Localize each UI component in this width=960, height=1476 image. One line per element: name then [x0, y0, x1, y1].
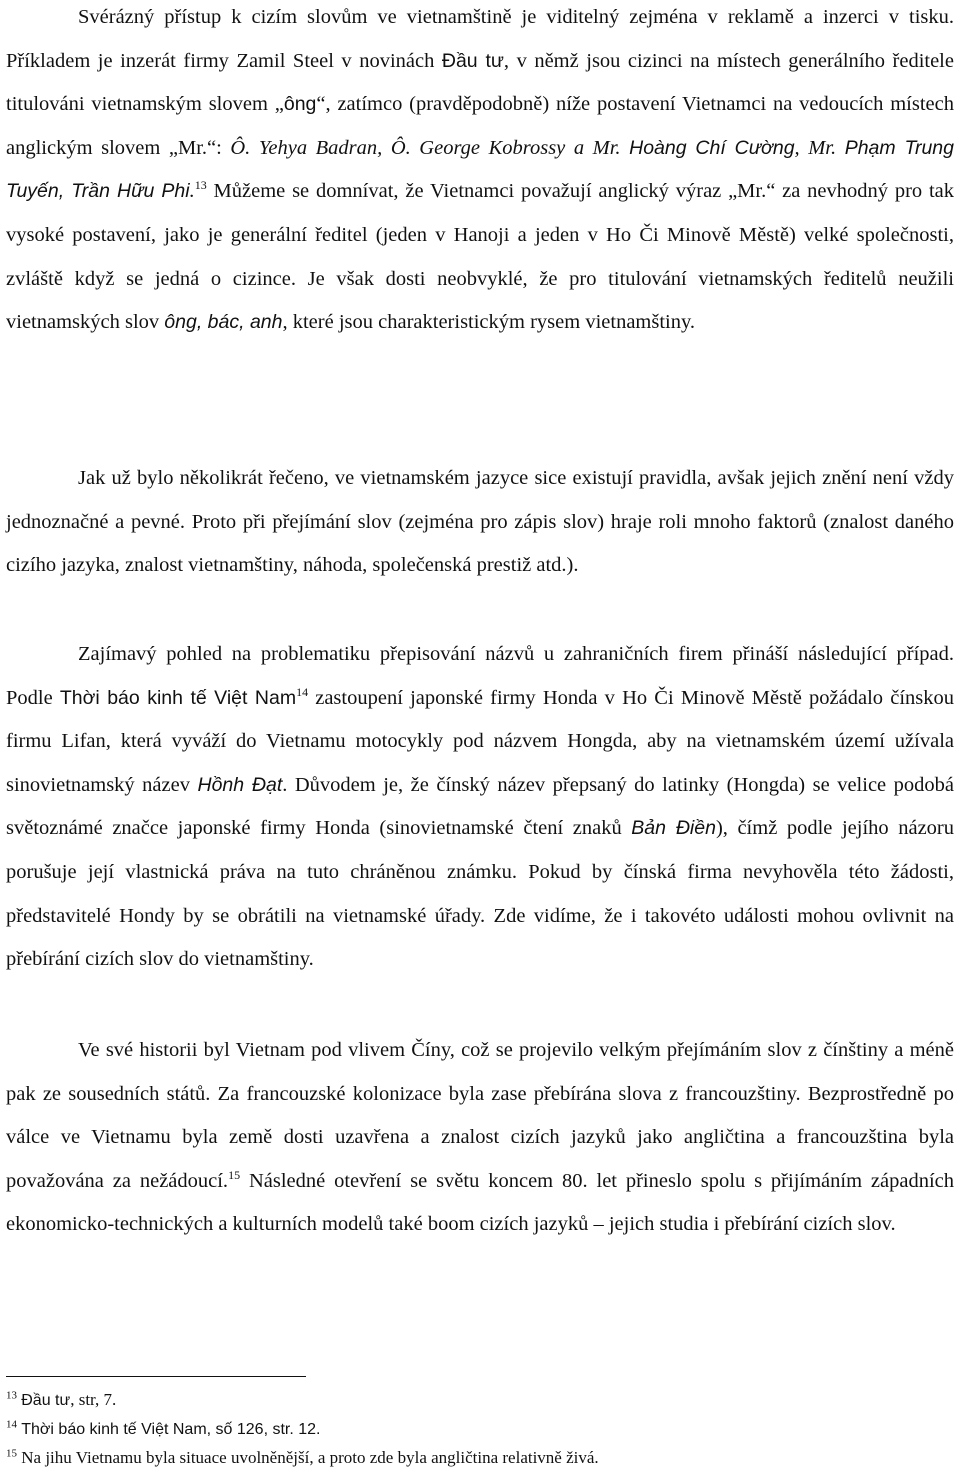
footnote-text: Na jihu Vietnamu byla situace uvolněnější, a proto zde byla angličtina relativně živá. [21, 1448, 599, 1467]
text-run: , které jsou charakteristickým rysem vietnamštiny. [282, 311, 696, 334]
vietnamese-name: Phạm Trung Tuyến, Trần Hữu Phi [6, 136, 954, 203]
vietnamese-name: Bản Điền [631, 817, 716, 840]
text-run: . [189, 180, 195, 203]
text-run: “, zatímco (pravděpodobně) níže postavení Vietnamci na vedoucích místech anglickým slovem „Mr.“: [6, 93, 954, 159]
paragraph-honda [6, 633, 954, 982]
text-run: Následné otevření se světu koncem 80. let přineslo spolu s přijímáním západních ekonomicko-technických a kulturních modelů také boom cizích jazyků – jejich studia i přebírání cizích slov. [6, 1169, 954, 1236]
footnote-13 [6, 1386, 954, 1415]
vietnamese-name: Hoàng Chí Cường [629, 136, 795, 159]
footnote-number: 13 [6, 1389, 17, 1402]
newspaper-name: Đầu tư [441, 49, 504, 72]
text-run: ), čímž podle jejího názoru porušuje její vlastnická práva na tuto chráněnou známku. Pokud by čínská firma nevyhověla této žádosti, představitelé Hondy by se obrátili na vietnamské úřady. Zde vidíme, že i takovéto události mohou ovlivnit na přebírání cizích slov do vietnamštiny. [6, 817, 955, 971]
text-run: Ve své historii byl Vietnam pod vlivem Číny, což se projevilo velkým přejímáním slov z čínštiny a méně pak ze sousedních států. Za francouzské kolonizace byla zase přebírána slova z francouzštiny. Bezprostředně po válce ve Vietnamu byla země dosti uzavřena a znalost cizích jazyků jako angličtina a francouzština byla považována za nežádoucí. [6, 1039, 954, 1192]
paragraph-rules: Jak už bylo několikrát řečeno, ve vietnamském jazyce sice existují pravidla, avšak jejich znění není vždy jednoznačné a pevné. Proto při přejímání slov (zejména pro zápis slov) hraje roli mnoho faktorů (znalost daného cizího jazyka, znalost vietnamštiny, náhoda, společenská prestiž atd.). [6, 467, 954, 577]
paragraph-history [6, 1029, 954, 1247]
text-run: Můžeme se domnívat, že Vietnamci považují anglický výraz „Mr.“ za nevhodný pro tak vysoké postavení, jako je generální ředitel (jeden v Hanoji a jeden v Ho Či Minově Městě) velké společnosti, zvláště když se jedná o cizince. Je však dosti neobvyklé, že pro titulování vietnamských ředitelů neužili vietnamských slov [6, 180, 954, 334]
footnote-15 [6, 1444, 954, 1473]
text-run: , v němž jsou cizinci na místech generálního ředitele titulováni vietnamským slovem „ [6, 49, 954, 116]
footnote-number: 14 [6, 1418, 17, 1431]
text-run: Svérázný přístup k cizím slovům ve vietnamštině je viditelný zejména v reklamě a inzerci v tisku. Příkladem je inzerát firmy Zamil Steel v novinách [6, 6, 954, 72]
footnote-ref[interactable]: 14 [296, 684, 309, 699]
newspaper-name: Thời báo kinh tế Việt Nam [59, 686, 297, 709]
footnote-divider [6, 1376, 306, 1377]
footnote-ref[interactable]: 15 [228, 1167, 241, 1182]
footnote-source: Thời báo kinh tế Việt Nam, số 126, str. 12. [21, 1421, 321, 1438]
footnote-source: Đầu tư [21, 1392, 71, 1409]
footnote-ref[interactable]: 13 [194, 178, 207, 193]
vietnamese-word: ông [283, 93, 317, 116]
text-run: . Důvodem je, že čínský název přepsaný do latinky (Hongda) se velice podobá světoznámé značce japonské firmy Honda (sinovietnamské čtení znaků [6, 773, 954, 840]
text-run: zastoupení japonské firmy Honda v Ho Či Minově Městě požádalo čínskou firmu Lifan, která vyváží do Vietnamu motocykly pod názvem Hongda, aby na vietnamském území užívala sinovietnamský název [6, 686, 954, 796]
paragraph-advertising [6, 0, 954, 345]
footnotes [6, 1386, 954, 1473]
footnote-text: , str, 7. [70, 1390, 117, 1409]
footnote-14 [6, 1415, 954, 1444]
vietnamese-name: Hồnh Đạt [197, 773, 283, 796]
text-run: Zajímavý pohled na problematiku přepisování názvů u zahraničních firem přináší následující případ. Podle [6, 643, 954, 709]
italic-names: Ô. Yehya Badran, Ô. George Kobrossy a Mr. [230, 136, 630, 159]
footnote-number: 15 [6, 1447, 17, 1460]
italic-names: , Mr. [794, 136, 845, 159]
vietnamese-words: ông, bác, anh [164, 311, 283, 334]
